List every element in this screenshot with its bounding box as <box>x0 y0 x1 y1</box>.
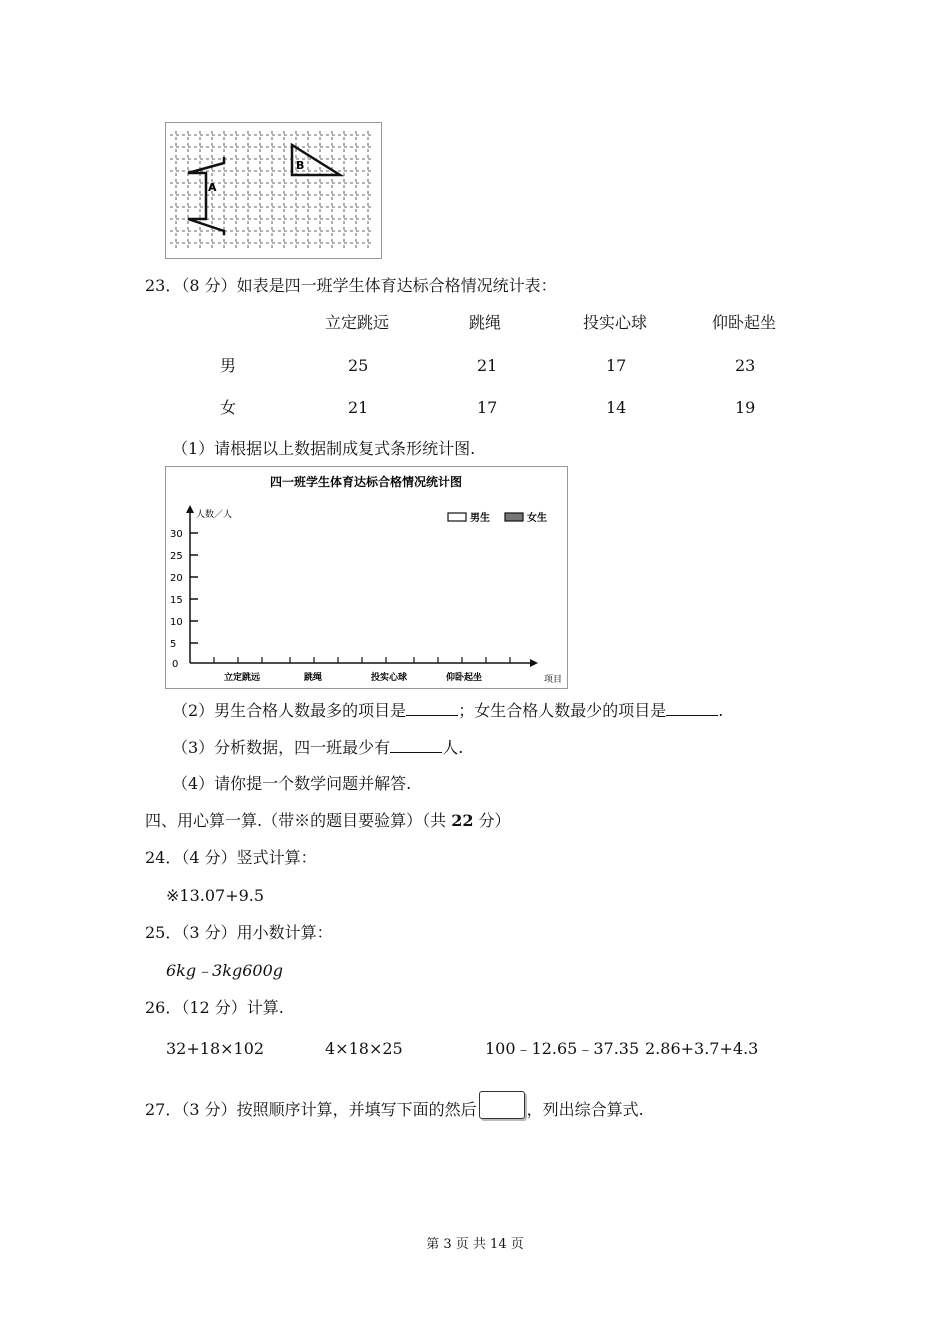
row-label-female: 女 <box>220 398 237 417</box>
y-tick-label: 20 <box>170 573 183 584</box>
q26-title: 26．（12 分）计算. <box>145 998 284 1017</box>
q25-expr: 6kg﹣3kg600g <box>166 961 284 980</box>
legend-female-swatch <box>505 513 523 521</box>
section4-title-a: 四、用心算一算.（带※的题目要验算）（共 <box>145 811 452 830</box>
grid-figure-svg <box>166 123 381 258</box>
q26-expr: 2.86+3.7+4.3 <box>645 1039 759 1058</box>
q23-sub3-b: 人. <box>442 738 464 757</box>
q25-title: 25．（3 分）用小数计算： <box>145 923 333 942</box>
x-category-label: 投实心球 <box>371 673 408 683</box>
q23-sub3-a: （3）分析数据，四一班最少有 <box>172 738 391 757</box>
answer-blank[interactable] <box>406 699 458 716</box>
answer-blank[interactable] <box>666 699 718 716</box>
shape-a-label: A <box>208 181 217 194</box>
x-axis-label: 项目 <box>544 675 563 685</box>
table-header: 立定跳远 <box>325 313 390 332</box>
legend-male-label: 男生 <box>470 513 490 524</box>
y-axis-arrow <box>186 505 194 513</box>
q26-expr: 4×18×25 <box>325 1039 403 1058</box>
y-tick-label: 5 <box>170 639 177 650</box>
q23-sub2-c: . <box>718 701 724 720</box>
q24-expr: ※13.07+9.5 <box>166 886 265 905</box>
q27-title-a: 27．（3 分）按照顺序计算，并填写下面的然后 <box>145 1100 477 1119</box>
q23-title: 23．（8 分）如表是四一班学生体育达标合格情况统计表： <box>145 276 557 295</box>
y-tick-label: 30 <box>170 529 183 540</box>
table-cell: 21 <box>477 356 498 375</box>
table-cell: 21 <box>348 398 369 417</box>
q26-expr: 100﹣12.65﹣37.35 <box>485 1039 640 1058</box>
chart-title: 四一班学生体育达标合格情况统计图 <box>269 475 463 489</box>
section4-points: 22 <box>451 811 474 830</box>
y-tick-label: 15 <box>170 595 183 606</box>
answer-blank[interactable] <box>390 736 442 753</box>
table-header: 仰卧起坐 <box>712 313 777 332</box>
x-category-label: 跳绳 <box>304 673 323 683</box>
grid-figure <box>165 122 382 259</box>
table-cell: 17 <box>606 356 627 375</box>
q23-sub3 <box>172 736 463 758</box>
table-header: 跳绳 <box>469 313 502 332</box>
y-tick-label: 0 <box>172 659 179 670</box>
y-tick-label: 25 <box>170 551 183 562</box>
q23-sub4: （4）请你提一个数学问题并解答. <box>172 774 412 793</box>
shape-b-label: B <box>296 159 305 172</box>
table-cell: 23 <box>735 356 756 375</box>
y-axis-label: 人数／人 <box>196 510 233 520</box>
legend-male-swatch <box>448 513 466 521</box>
y-tick-label: 10 <box>170 617 183 628</box>
table-cell: 25 <box>348 356 369 375</box>
q24-title: 24．（4 分）竖式计算： <box>145 848 317 867</box>
page-footer: 第 3 页 共 14 页 <box>426 1237 524 1252</box>
q27-title <box>145 1091 644 1120</box>
q26-expr: 32+18×102 <box>166 1039 265 1058</box>
legend-female-label: 女生 <box>527 513 547 524</box>
q23-sub1: （1）请根据以上数据制成复式条形统计图. <box>172 439 476 458</box>
row-label-male: 男 <box>220 356 237 375</box>
table-cell: 19 <box>735 398 756 417</box>
section4-title-b: 分） <box>473 811 511 830</box>
q23-sub2-a: （2）男生合格人数最多的项目是 <box>172 701 407 720</box>
table-header: 投实心球 <box>583 313 648 332</box>
x-axis-arrow <box>530 659 538 667</box>
q23-sub2-b: ；女生合格人数最少的项目是 <box>458 701 667 720</box>
q23-sub2 <box>172 699 723 721</box>
table-cell: 17 <box>477 398 498 417</box>
x-category-label: 立定跳远 <box>224 673 261 683</box>
shape-a <box>188 157 224 235</box>
section4-title <box>145 811 511 831</box>
chart-frame <box>165 466 568 689</box>
chart-svg <box>166 467 567 688</box>
x-category-label: 仰卧起坐 <box>446 673 483 683</box>
q27-title-b: ，列出综合算式. <box>526 1100 644 1119</box>
answer-box[interactable] <box>479 1091 525 1119</box>
table-cell: 14 <box>606 398 627 417</box>
